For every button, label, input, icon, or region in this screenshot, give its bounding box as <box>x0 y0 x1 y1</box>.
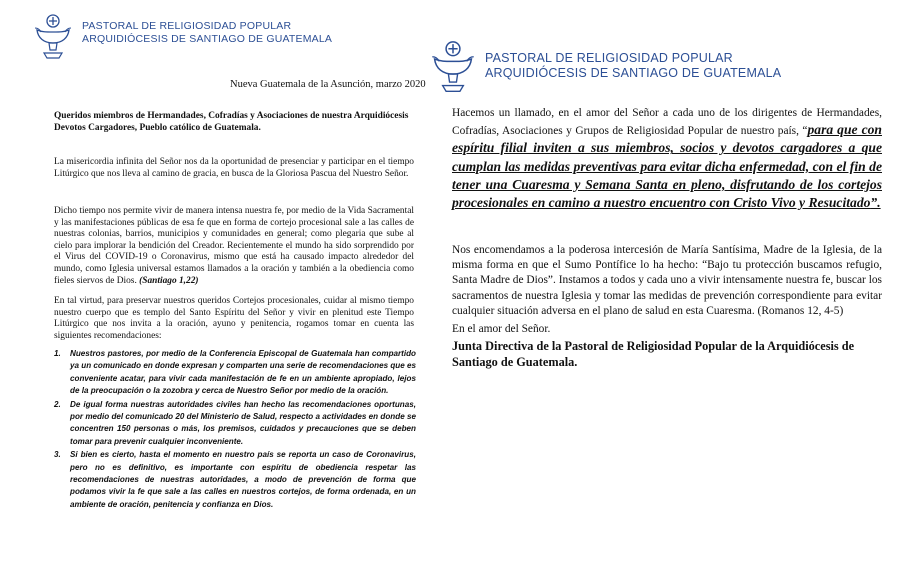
pastoral-emblem-icon <box>430 38 476 94</box>
list-item-number: 3. <box>54 450 61 460</box>
pastoral-emblem-icon <box>33 12 73 60</box>
paragraph-2 <box>54 206 414 287</box>
list-item-text: Si bien es cierto, hasta el momento en nuestro país se reporta un caso de Coronavirus, pero no es definitivo, es importante con espíritu de obediencia respetar las recomendaciones de nuestras autoridades, a modo de prevención de forma que podamos vivir la fe que sale a las calles en nuestros cortejos, de forma ordenada, en un ambiente de oración, penitencia y confianza en Dios. <box>70 450 416 509</box>
list-item <box>54 399 416 449</box>
list-item <box>54 348 416 398</box>
letterhead-line-1: PASTORAL DE RELIGIOSIDAD POPULAR <box>485 51 733 65</box>
letterhead <box>485 51 781 81</box>
list-item-text: De igual forma nuestras autoridades civiles han hecho las recomendaciones oportunas, por medio del comunicado 20 del Ministerio de Salud, respecto a actividades en donde se concentren 150 personas o más, los premisos, cuidados y precauciones que se deben tomar para prevenir cualquier inconveniente. <box>70 399 416 446</box>
call-intro: Hacemos un llamado, en el amor del Señor a cada uno de los dirigentes de Hermandades, Cofradías, Asociaciones y Grupos de Religiosidad Popular de nuestro país, “ <box>452 107 882 138</box>
paragraph-2-text: Dicho tiempo nos permite vivir de manera intensa nuestra fe, por medio de la Vida Sacramental y las manifestaciones públicas de esa fe que en forma de cortejo procesional sale a las calles de nuestras colonias, barrios, municipios y comunidades en general; como plegaria que sube al cielo para implorar la bendición del Creador. Recientemente el mundo ha sido sorprendido por el Virus del COVID-19 o Coronavirus, mismo que está ha causado impacto alrededor del mundo, como Iglesia universal estamos llamados a la oración y también a la obediencia como fieles siervos de Dios. <box>54 206 414 286</box>
closing-line: En el amor del Señor. <box>452 323 551 335</box>
letterhead <box>82 20 332 46</box>
scripture-citation: (Santiago 1,22) <box>139 275 199 286</box>
greeting-line-2: Devotos Cargadores, Pueblo católico de Guatemala. <box>54 122 261 133</box>
paragraph-3: En tal virtud, para preservar nuestros queridos Cortejos procesionales, cuidar al mismo tiempo nuestro cuerpo que es templo del Santo Espíritu del Señor y vivir en plenitud este Tiempo Litúrgico que nos invita a la oración, ayuno y penitencia, rogamos tomar en cuenta las siguientes recomendaciones: <box>54 296 414 341</box>
letterhead-line-2: ARQUIDIÓCESIS DE SANTIAGO DE GUATEMALA <box>82 33 333 45</box>
list-item-text: Nuestros pastores, por medio de la Conferencia Episcopal de Guatemala han compartido ya un comunicado en donde expresan y comparten una serie de recomendaciones que es conveniente acatar, para vivir cada manifestación de fe en un ambiente apropiado, lejos de la preocupación o la zozobra y cerca de Nuestro Señor por medio de la oración. <box>70 349 416 396</box>
paragraph-1: La misericordia infinita del Señor nos da la oportunidad de presenciar y participar en el tiempo Litúrgico que nos lleva al camino de gracia, en busca de la Gloriosa Pascua del Nuestro Señor. <box>54 157 414 179</box>
intercession-paragraph: Nos encomendamos a la poderosa intercesión de María Santísima, Madre de la Iglesia, de la misma forma en que el Sumo Pontífice lo ha hecho: “Bajo tu protección buscamos refugio, Santa Madre de Dios”. Instamos a todos y cada uno a vivir intensamente nuestra fe, buscar los sacramentos de nuestra Iglesia y tomar las medidas de prevención correspondiente para evitar cualquier situación adversa en el plano de salud en esta Cuaresma. (Romanos 12, 4-5) <box>452 244 882 317</box>
recommendations-list <box>54 348 416 512</box>
greeting <box>54 111 414 134</box>
call-to-action-paragraph <box>452 106 882 212</box>
letter-page-1 <box>0 0 430 562</box>
letterhead-line-2: ARQUIDIÓCESIS DE SANTIAGO DE GUATEMALA <box>485 66 782 80</box>
letter-page-2 <box>430 0 900 562</box>
signature: Junta Directiva de la Pastoral de Religiosidad Popular de la Arquidiócesis de Santiago de Guatemala. <box>452 339 855 369</box>
call-highlight-end: ”. <box>870 195 881 211</box>
list-item <box>54 449 416 511</box>
letter-date: Nueva Guatemala de la Asunción, marzo 2020 <box>230 79 426 90</box>
list-item-number: 1. <box>54 349 61 358</box>
list-item-number: 2. <box>54 399 61 409</box>
greeting-line-1: Queridos miembros de Hermandades, Cofradías y Asociaciones de nuestra Arquidiócesis <box>54 111 409 121</box>
letterhead-line-1: PASTORAL DE RELIGIOSIDAD POPULAR <box>82 20 292 32</box>
call-highlight: para que con espíritu filial inviten a sus miembros, socios y devotos cargadores a que cumplan las medidas preventivas para evitar dicha enfermedad, con el fin de tener una Cuaresma y Semana Santa en pleno, disfrutando de los cortejos procesionales en camino a nuestro encuentro con Cristo Vivo y Resucitado <box>452 122 882 211</box>
